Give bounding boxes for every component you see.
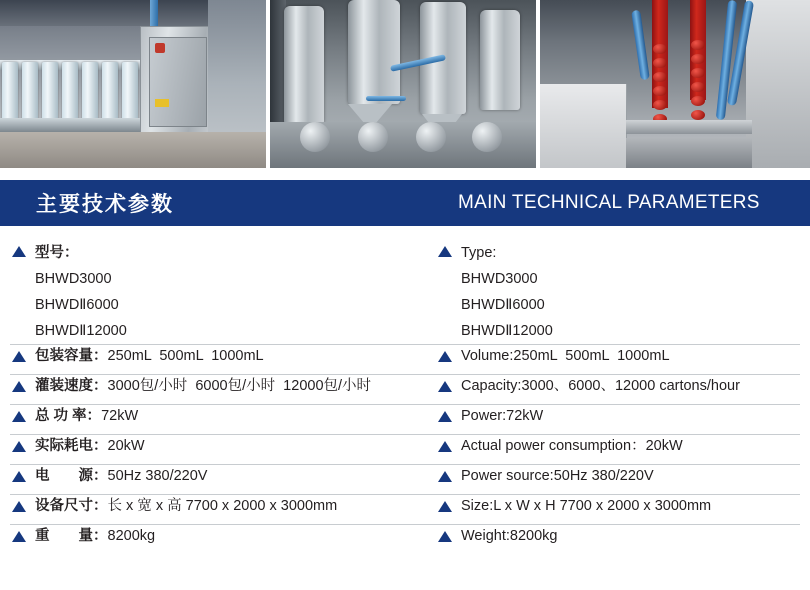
red-valve-stack	[691, 40, 705, 120]
triangle-bullet-icon	[12, 531, 26, 542]
section-title-cn: 主要技术参数	[36, 193, 174, 216]
spec-row-size	[0, 495, 810, 524]
control-cabinet	[140, 26, 216, 140]
spec-label-cn: 总 功 率：	[35, 408, 102, 424]
warning-label-icon	[155, 99, 169, 107]
model-values-en	[461, 240, 553, 344]
spec-row-weight	[0, 525, 810, 554]
triangle-bullet-icon	[438, 441, 452, 452]
spec-table	[0, 226, 810, 554]
spec-value-en: 20kW	[645, 438, 683, 454]
spec-label-en: Capacity:	[461, 378, 522, 394]
spec-value-cn: 长 x 宽 x 高 7700 x 2000 x 3000mm	[107, 498, 338, 514]
spec-cell-cn	[0, 240, 432, 344]
spec-cell-cn	[0, 375, 432, 398]
triangle-bullet-icon	[438, 501, 452, 512]
spec-value-en: 72kW	[506, 408, 544, 424]
rotary-disc	[472, 122, 502, 152]
red-valve-stack	[653, 44, 667, 124]
section-header-bar	[0, 180, 810, 226]
model-value: BHWDⅡ6000	[461, 297, 545, 313]
spec-row-capacity	[0, 375, 810, 404]
spec-row-volume	[0, 345, 810, 374]
white-machine-panel-right	[746, 0, 810, 168]
spec-cell-cn	[0, 435, 432, 458]
spec-cell-en	[432, 465, 810, 488]
tank	[284, 6, 324, 124]
triangle-bullet-icon	[438, 471, 452, 482]
spec-cell-en	[432, 435, 810, 458]
triangle-bullet-icon	[12, 381, 26, 392]
white-machine-panel	[540, 84, 627, 168]
model-value: BHWDⅡ12000	[461, 323, 553, 339]
spec-cell-en	[432, 405, 810, 428]
triangle-bullet-icon	[438, 246, 452, 257]
spec-label-en: Size:	[461, 498, 494, 514]
photo-tank-machinery	[270, 0, 536, 168]
triangle-bullet-icon	[12, 501, 26, 512]
rotary-disc	[358, 122, 388, 152]
machine-base	[626, 138, 752, 168]
cross-beam	[626, 120, 752, 134]
rotary-disc	[300, 122, 330, 152]
spec-label-cn: 型号：	[35, 245, 79, 261]
spec-cell-cn	[0, 495, 432, 518]
triangle-bullet-icon	[12, 411, 26, 422]
spec-value-en: L x W x H 7700 x 2000 x 3000mm	[493, 498, 712, 514]
spec-label-en: Actual power consumption：	[461, 438, 646, 454]
triangle-bullet-icon	[12, 441, 26, 452]
triangle-bullet-icon	[12, 351, 26, 362]
triangle-bullet-icon	[12, 471, 26, 482]
spec-value-cn: 250mL 500mL 1000mL	[107, 348, 264, 364]
rotary-disc	[416, 122, 446, 152]
blue-pipe	[366, 96, 406, 101]
factory-floor	[0, 132, 266, 168]
spec-cell-cn	[0, 465, 432, 488]
emergency-stop-icon	[155, 43, 165, 53]
triangle-bullet-icon	[438, 381, 452, 392]
spec-value-en: 250mL 500mL 1000mL	[513, 348, 670, 364]
photo-filling-line	[0, 0, 266, 168]
spec-value-cn: 8200kg	[107, 528, 156, 544]
spec-label-en: Power source:	[461, 468, 554, 484]
spec-row-power-source	[0, 465, 810, 494]
model-values-cn	[35, 240, 127, 344]
model-value: BHWDⅡ6000	[35, 297, 119, 313]
spec-label-en: Power:	[461, 408, 507, 424]
spec-value-cn: 50Hz 380/220V	[107, 468, 208, 484]
spec-cell-en	[432, 240, 810, 344]
tank	[480, 10, 520, 110]
spec-label-cn: 设备尺寸：	[35, 498, 108, 514]
tank	[348, 0, 400, 104]
section-title-en: MAIN TECHNICAL PARAMETERS	[458, 192, 760, 213]
spec-cell-en	[432, 375, 810, 398]
model-value: BHWD3000	[35, 271, 112, 287]
spec-cell-en	[432, 345, 810, 368]
photo-strip	[0, 0, 810, 168]
model-value: BHWD3000	[461, 271, 538, 287]
spec-value-cn: 72kW	[101, 408, 139, 424]
spec-label-cn: 实际耗电：	[35, 438, 108, 454]
spec-row-actual-power	[0, 435, 810, 464]
spec-value-en: 50Hz 380/220V	[553, 468, 654, 484]
spec-value-en: 3000、6000、12000 cartons/hour	[521, 378, 740, 394]
spec-value-en: 8200kg	[509, 528, 558, 544]
spec-cell-cn	[0, 405, 432, 428]
spec-label-cn: 包装容量：	[35, 348, 108, 364]
triangle-bullet-icon	[438, 531, 452, 542]
triangle-bullet-icon	[438, 351, 452, 362]
spec-value-cn: 3000包/小时 6000包/小时 12000包/小时	[107, 378, 372, 394]
spec-label-cn: 重 量：	[35, 528, 108, 544]
spec-cell-cn	[0, 345, 432, 368]
spec-cell-cn	[0, 525, 432, 548]
triangle-bullet-icon	[438, 411, 452, 422]
spec-label-en: Weight:	[461, 528, 510, 544]
spec-cell-en	[432, 495, 810, 518]
spec-row-model	[0, 240, 810, 344]
spec-label-cn: 灌装速度：	[35, 378, 108, 394]
triangle-bullet-icon	[12, 246, 26, 257]
model-value: BHWDⅡ12000	[35, 323, 127, 339]
spec-label-cn: 电 源：	[35, 468, 108, 484]
spec-label-en: Type:	[461, 245, 497, 261]
spec-cell-en	[432, 525, 810, 548]
spec-label-en: Volume:	[461, 348, 514, 364]
photo-blow-moulding	[540, 0, 810, 168]
spec-row-power	[0, 405, 810, 434]
spec-value-cn: 20kW	[107, 438, 145, 454]
